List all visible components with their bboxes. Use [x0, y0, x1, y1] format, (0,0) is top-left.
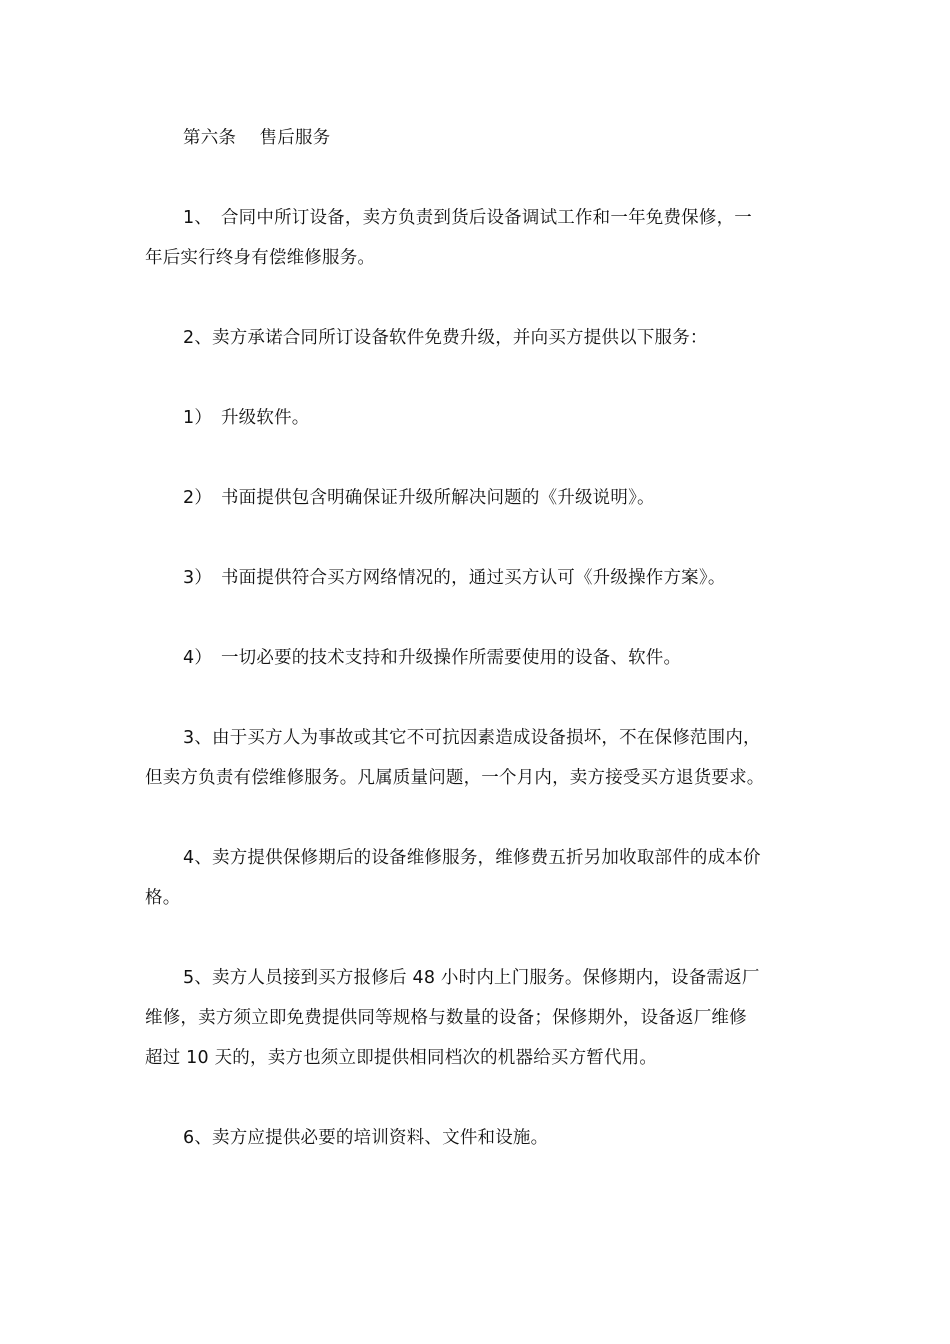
clause-5-line-3: 超过 10 天的，卖方也须立即提供相同档次的机器给买方暂代用。 [145, 1048, 658, 1068]
sub-item-2-text: 2） 书面提供包含明确保证升级所解决问题的《升级说明》。 [183, 488, 655, 508]
clause-2 [183, 318, 810, 358]
sub-item-4-text: 4） 一切必要的技术支持和升级操作所需要使用的设备、软件。 [183, 648, 682, 668]
clause-4-line-1: 4、卖方提供保修期后的设备维修服务，维修费五折另加收取部件的成本价 [183, 848, 761, 868]
sub-item-2 [183, 478, 810, 518]
section-heading-text: 第六条 售后服务 [183, 128, 331, 148]
clause-1-line-1: 1、 合同中所订设备，卖方负责到货后设备调试工作和一年免费保修，一 [183, 208, 752, 228]
clause-1 [145, 198, 810, 278]
clause-2-text: 2、卖方承诺合同所订设备软件免费升级，并向买方提供以下服务： [183, 328, 708, 348]
clause-6 [183, 1118, 810, 1158]
clause-3 [145, 718, 810, 798]
clause-5 [145, 958, 810, 1078]
sub-item-4 [183, 638, 810, 678]
clause-6-text: 6、卖方应提供必要的培训资料、文件和设施。 [183, 1128, 549, 1148]
clause-4-line-2: 格。 [145, 888, 181, 908]
sub-item-3-text: 3） 书面提供符合买方网络情况的，通过买方认可《升级操作方案》。 [183, 568, 726, 588]
section-heading [183, 118, 810, 158]
clause-1-line-2: 年后实行终身有偿维修服务。 [145, 248, 376, 268]
clause-4 [145, 838, 810, 918]
sub-item-1-text: 1） 升级软件。 [183, 408, 310, 428]
clause-5-line-1: 5、卖方人员接到买方报修后 48 小时内上门服务。保修期内，设备需返厂 [183, 968, 760, 988]
sub-item-1 [183, 398, 810, 438]
clause-5-line-2: 维修，卖方须立即免费提供同等规格与数量的设备；保修期外，设备返厂维修 [145, 1008, 747, 1028]
sub-item-3 [183, 558, 810, 598]
clause-3-line-2: 但卖方负责有偿维修服务。凡属质量问题，一个月内，卖方接受买方退货要求。 [145, 768, 765, 788]
clause-3-line-1: 3、由于买方人为事故或其它不可抗因素造成设备损坏，不在保修范围内， [183, 728, 761, 748]
